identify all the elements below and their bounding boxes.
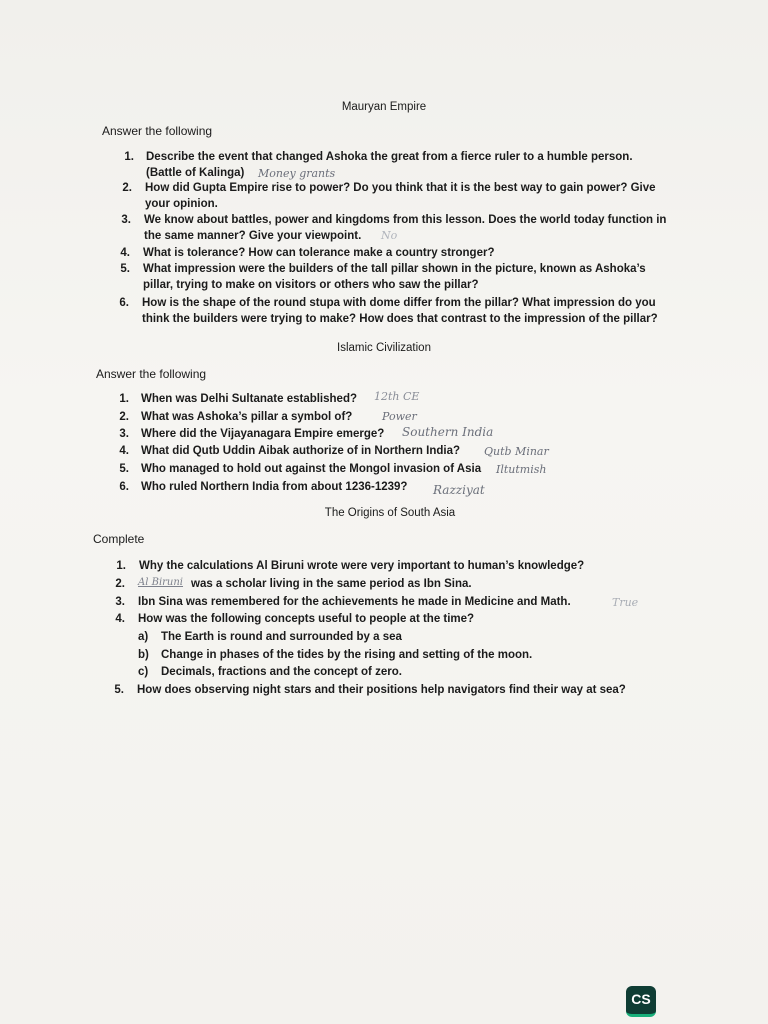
section-title-origins: The Origins of South Asia [324, 507, 456, 519]
question-number: 3. [121, 214, 131, 226]
question-number: 6. [119, 297, 129, 309]
question-text-cont: the same manner? Give your viewpoint. [144, 230, 362, 242]
question-text: Describe the event that changed Ashoka the great from a fierce ruler to a humble person. [146, 151, 633, 163]
handwritten-answer: True [612, 596, 639, 609]
sub-label: a) [138, 631, 149, 643]
handwritten-answer: Power [382, 410, 417, 423]
question-text-cont: your opinion. [145, 198, 218, 210]
sub-text: Decimals, fractions and the concept of zero. [161, 666, 402, 678]
handwritten-answer: Iltutmish [496, 463, 547, 476]
camscanner-logo: CS [626, 986, 656, 1017]
heading-answer-following: Answer the following [102, 124, 213, 138]
handwritten-answer: 12th CE [374, 390, 420, 403]
handwritten-answer: Razziyat [433, 483, 485, 497]
handwritten-answer: No [381, 229, 398, 242]
heading-complete: Complete [93, 532, 145, 546]
handwritten-answer: Qutb Minar [484, 445, 549, 458]
handwritten-blank: Al Biruni [138, 577, 184, 588]
question-text: Why the calculations Al Biruni wrote were very important to human’s knowledge? [139, 560, 585, 572]
question-number: 3. [115, 596, 125, 608]
question-number: 6. [119, 481, 129, 493]
question-text: We know about battles, power and kingdoms from this lesson. Does the world today function in [144, 214, 667, 226]
question-text: How is the shape of the round stupa with dome differ from the pillar? What impression do you [142, 297, 656, 309]
question-text: What was Ashoka’s pillar a symbol of? [141, 411, 353, 423]
heading-answer-following: Answer the following [96, 367, 207, 381]
handwritten-answer: Money grants [258, 167, 336, 180]
question-text: What did Qutb Uddin Aibak authorize of in Northern India? [141, 445, 460, 457]
question-text: What is tolerance? How can tolerance make a country stronger? [143, 247, 495, 259]
question-number: 2. [115, 578, 125, 590]
section-title-mauryan: Mauryan Empire [341, 101, 427, 113]
question-number: 1. [116, 560, 126, 572]
handwritten-answer: Southern India [402, 425, 494, 439]
question-number: 2. [119, 411, 129, 423]
question-text: Ibn Sina was remembered for the achievements he made in Medicine and Math. [138, 596, 571, 608]
question-text: Who managed to hold out against the Mongol invasion of Asia [141, 463, 482, 475]
question-text: was a scholar living in the same period as Ibn Sina. [191, 578, 472, 590]
question-number: 3. [119, 428, 129, 440]
question-text-cont: think the builders were trying to make? How does that contrast to the impression of the pillar? [142, 313, 658, 325]
question-text: When was Delhi Sultanate established? [141, 393, 357, 405]
question-number: 4. [120, 247, 130, 259]
question-text: How was the following concepts useful to people at the time? [138, 613, 475, 625]
sub-text: The Earth is round and surrounded by a sea [161, 631, 402, 643]
question-number: 4. [115, 613, 125, 625]
question-text: What impression were the builders of the tall pillar shown in the picture, known as Ashoka’s [143, 263, 646, 275]
question-number: 5. [114, 684, 124, 696]
sub-label: b) [138, 649, 149, 661]
question-number: 1. [124, 151, 134, 163]
question-number: 5. [120, 263, 130, 275]
question-text: Who ruled Northern India from about 1236-1239? [141, 481, 408, 493]
section-title-islamic: Islamic Civilization [337, 342, 431, 354]
question-number: 4. [119, 445, 129, 457]
question-text-cont: pillar, trying to make on visitors or others who saw the pillar? [143, 279, 479, 291]
question-text-cont: (Battle of Kalinga) [146, 167, 245, 179]
sub-text: Change in phases of the tides by the rising and setting of the moon. [161, 649, 533, 661]
question-text: Where did the Vijayanagara Empire emerge? [141, 428, 385, 440]
question-number: 2. [122, 182, 132, 194]
sub-label: c) [138, 666, 149, 678]
question-number: 1. [119, 393, 129, 405]
question-number: 5. [119, 463, 129, 475]
question-text: How did Gupta Empire rise to power? Do you think that it is the best way to gain power? Give [145, 182, 656, 194]
question-text: How does observing night stars and their positions help navigators find their way at sea? [137, 684, 626, 696]
